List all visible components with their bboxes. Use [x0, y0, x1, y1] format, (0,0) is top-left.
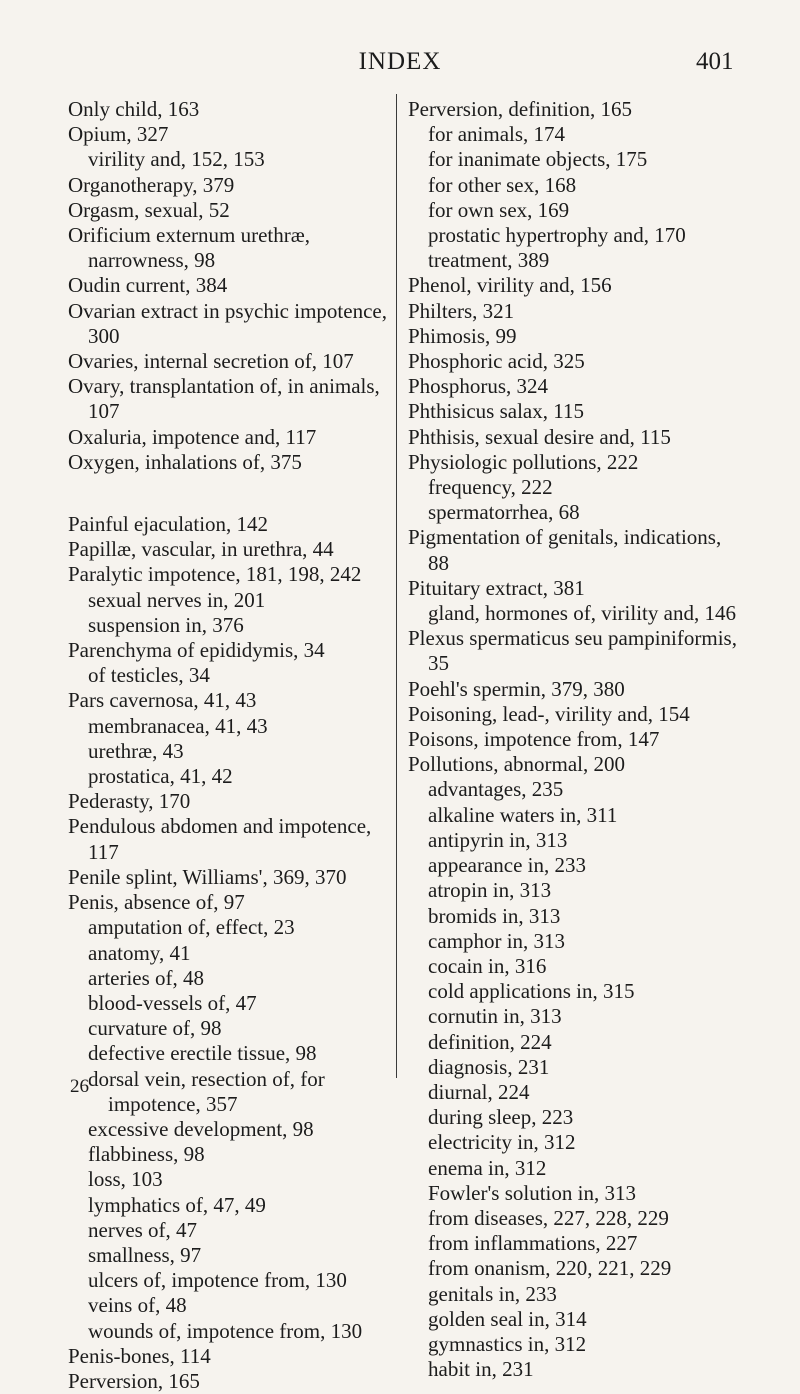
index-subentry: curvature of, 98: [88, 1016, 222, 1041]
index-subentry: from diseases, 227, 228, 229: [428, 1205, 669, 1230]
index-subentry: for inanimate objects, 175: [428, 147, 648, 172]
index-entry: Plexus spermaticus seu pampiniformis, 35: [408, 626, 737, 676]
index-entry: Ovaries, internal secretion of, 107: [68, 349, 354, 374]
index-subentry: spermatorrhea, 68: [428, 500, 580, 525]
index-entry: Pars cavernosa, 41, 43: [68, 688, 257, 713]
index-subentry: Fowler's solution in, 313: [428, 1180, 636, 1205]
index-subentry: from inflammations, 227: [428, 1231, 638, 1256]
index-subentry: suspension in, 376: [88, 612, 244, 637]
index-entry: Oxaluria, impotence and, 117: [68, 424, 317, 449]
index-subentry: dorsal vein, resection of, for impotence, 357: [88, 1066, 325, 1116]
index-subentry: atropin in, 313: [428, 878, 552, 903]
index-subentry: for own sex, 169: [428, 197, 570, 222]
index-subentry: urethræ, 43: [88, 738, 184, 763]
index-subentry: wounds of, impotence from, 130: [88, 1318, 363, 1343]
index-entry: Philters, 321: [408, 298, 515, 323]
index-subentry: during sleep, 223: [428, 1105, 574, 1130]
index-entry: Oudin current, 384: [68, 273, 228, 298]
index-subentry: for animals, 174: [428, 122, 566, 147]
index-column-right: [408, 97, 741, 1382]
index-subentry: for other sex, 168: [428, 172, 577, 197]
index-entry: Oxygen, inhalations of, 375: [68, 449, 302, 474]
index-entry: Phosphoric acid, 325: [408, 349, 585, 374]
index-entry: Poisoning, lead-, virility and, 154: [408, 701, 690, 726]
index-entry: Painful ejaculation, 142: [68, 512, 269, 537]
index-subentry: frequency, 222: [428, 475, 553, 500]
column-divider: [396, 94, 397, 1078]
index-subentry: diurnal, 224: [428, 1079, 530, 1104]
index-entry: Physiologic pollutions, 222: [408, 449, 639, 474]
index-entry: Papillæ, vascular, in urethra, 44: [68, 537, 334, 562]
index-entry: Penis-bones, 114: [68, 1343, 211, 1368]
index-entry: Phenol, virility and, 156: [408, 273, 612, 298]
index-entry: Phthisis, sexual desire and, 115: [408, 424, 671, 449]
index-entry: Pituitary extract, 381: [408, 575, 585, 600]
index-subentry: virility and, 152, 153: [88, 147, 265, 172]
index-subentry: lymphatics of, 47, 49: [88, 1192, 266, 1217]
index-subentry: anatomy, 41: [88, 940, 191, 965]
index-entry: Pigmentation of genitals, indications, 88: [408, 525, 722, 575]
index-subentry: blood-vessels of, 47: [88, 990, 257, 1015]
index-entry: Ovarian extract in psychic impotence, 300: [68, 298, 387, 348]
index-subentry: prostatica, 41, 42: [88, 764, 233, 789]
index-subentry: alkaline waters in, 311: [428, 802, 618, 827]
index-subentry: sexual nerves in, 201: [88, 587, 266, 612]
index-subentry: bromids in, 313: [428, 903, 561, 928]
page-number: 401: [696, 48, 734, 75]
section-gap: [68, 475, 398, 512]
index-subentry: cold applications in, 315: [428, 979, 635, 1004]
signature-mark: 26: [70, 1076, 89, 1097]
index-subentry: defective erectile tissue, 98: [88, 1041, 317, 1066]
index-subentry: enema in, 312: [428, 1155, 547, 1180]
index-entry: Only child, 163: [68, 97, 200, 121]
index-subentry: appearance in, 233: [428, 853, 587, 878]
index-subentry: cocain in, 316: [428, 953, 547, 978]
index-entry: Penile splint, Williams', 369, 370: [68, 864, 347, 889]
index-entry: Paralytic impotence, 181, 198, 242: [68, 562, 362, 587]
index-entry: Pendulous abdomen and impotence, 117: [68, 814, 372, 864]
index-entry: Pederasty, 170: [68, 789, 191, 814]
index-subentry: camphor in, 313: [428, 928, 566, 953]
index-subentry: treatment, 389: [428, 248, 550, 273]
index-subentry: genitals in, 233: [428, 1281, 557, 1306]
index-entry: Phosphorus, 324: [408, 374, 549, 399]
index-entry: Poisons, impotence from, 147: [408, 727, 660, 752]
index-subentry: electricity in, 312: [428, 1130, 576, 1155]
index-subentry: flabbiness, 98: [88, 1142, 205, 1167]
index-entry: Organotherapy, 379: [68, 172, 235, 197]
index-subentry: diagnosis, 231: [428, 1054, 550, 1079]
index-subentry: excessive development, 98: [88, 1116, 314, 1141]
index-subentry: gymnastics in, 312: [428, 1331, 587, 1356]
index-entry: Orificium externum urethræ, narrowness, 98: [68, 223, 311, 273]
index-subentry: cornutin in, 313: [428, 1004, 562, 1029]
index-column-left: [68, 97, 398, 1394]
index-entry: Pollutions, abnormal, 200: [408, 752, 625, 777]
index-entry: Phimosis, 99: [408, 323, 517, 348]
index-subentry: ulcers of, impotence from, 130: [88, 1268, 347, 1293]
index-subentry: prostatic hypertrophy and, 170: [428, 223, 686, 248]
index-entry: Penis, absence of, 97: [68, 890, 245, 915]
index-subentry: nerves of, 47: [88, 1217, 198, 1242]
index-entry: Orgasm, sexual, 52: [68, 197, 230, 222]
index-subentry: membranacea, 41, 43: [88, 713, 268, 738]
index-entry: Perversion, 165: [68, 1368, 200, 1393]
index-subentry: gland, hormones of, virility and, 146: [428, 601, 736, 626]
index-subentry: golden seal in, 314: [428, 1306, 587, 1331]
index-entry: Perversion, definition, 165: [408, 97, 632, 121]
index-entry: Phthisicus salax, 115: [408, 399, 584, 424]
index-entry: Opium, 327: [68, 122, 169, 147]
running-head: INDEX: [358, 48, 442, 75]
index-subentry: advantages, 235: [428, 777, 564, 802]
index-subentry: definition, 224: [428, 1029, 552, 1054]
index-subentry: from onanism, 220, 221, 229: [428, 1256, 672, 1281]
index-entry: Poehl's spermin, 379, 380: [408, 676, 625, 701]
index-subentry: arteries of, 48: [88, 965, 205, 990]
index-subentry: of testicles, 34: [88, 663, 210, 688]
index-entry: Parenchyma of epididymis, 34: [68, 638, 325, 663]
index-subentry: antipyrin in, 313: [428, 827, 568, 852]
index-subentry: habit in, 231: [428, 1357, 534, 1382]
index-entry: Ovary, transplantation of, in animals, 107: [68, 374, 380, 424]
index-subentry: loss, 103: [88, 1167, 163, 1192]
index-subentry: smallness, 97: [88, 1242, 202, 1267]
index-subentry: amputation of, effect, 23: [88, 915, 295, 940]
index-subentry: veins of, 48: [88, 1293, 187, 1318]
